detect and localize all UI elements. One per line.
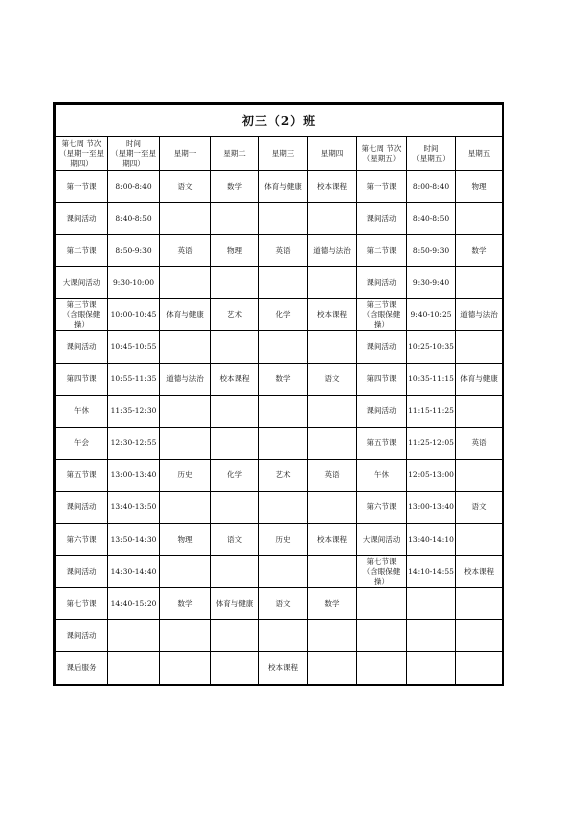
period-cell: 课间活动 (56, 620, 108, 652)
friday-cell (456, 267, 503, 299)
monday-cell (160, 652, 211, 684)
period-cell: 第三节课 （含眼保健 操） (56, 299, 108, 331)
friday-cell (456, 588, 503, 620)
monday-cell: 道德与法治 (160, 363, 211, 395)
time-cell: 11:35-12:30 (108, 395, 160, 427)
table-row (56, 395, 503, 427)
table-row (56, 652, 503, 684)
wednesday-cell (259, 203, 308, 235)
table-row (56, 588, 503, 620)
time-cell: 13:40-13:50 (108, 491, 160, 523)
friday-period-cell: 第四节课 (357, 363, 407, 395)
tuesday-header: 星期二 (211, 137, 259, 171)
wednesday-cell (259, 556, 308, 588)
period-header-fri: 第七周 节次 （星期五） (357, 137, 407, 171)
friday-cell (456, 459, 503, 491)
monday-cell: 语文 (160, 171, 211, 203)
friday-period-cell: 第七节课 （含眼保健 操） (357, 556, 407, 588)
monday-cell: 体育与健康 (160, 299, 211, 331)
wednesday-cell (259, 427, 308, 459)
table-row (56, 267, 503, 299)
friday-time-cell (407, 620, 456, 652)
tuesday-cell: 艺术 (211, 299, 259, 331)
time-cell: 9:30-10:00 (108, 267, 160, 299)
friday-cell (456, 524, 503, 556)
table-row (56, 524, 503, 556)
thursday-header: 星期四 (308, 137, 357, 171)
time-cell (108, 652, 160, 684)
friday-time-cell: 9:40-10:25 (407, 299, 456, 331)
time-cell: 10:00-10:45 (108, 299, 160, 331)
time-cell: 14:30-14:40 (108, 556, 160, 588)
title-row (56, 105, 503, 137)
table-row (56, 491, 503, 523)
thursday-cell (308, 331, 357, 363)
friday-time-cell: 10:35-11:15 (407, 363, 456, 395)
thursday-cell: 校本课程 (308, 171, 357, 203)
thursday-cell (308, 267, 357, 299)
period-cell: 课间活动 (56, 331, 108, 363)
period-cell: 午会 (56, 427, 108, 459)
period-cell: 第四节课 (56, 363, 108, 395)
timetable-sheet (53, 102, 504, 686)
time-cell: 13:50-14:30 (108, 524, 160, 556)
thursday-cell (308, 395, 357, 427)
period-cell: 第二节课 (56, 235, 108, 267)
period-cell: 大课间活动 (56, 267, 108, 299)
friday-time-cell: 13:00-13:40 (407, 491, 456, 523)
time-cell: 14:40-15:20 (108, 588, 160, 620)
time-cell: 8:00-8:40 (108, 171, 160, 203)
friday-period-cell: 课间活动 (357, 267, 407, 299)
tuesday-cell: 数学 (211, 171, 259, 203)
monday-cell (160, 267, 211, 299)
tuesday-cell (211, 427, 259, 459)
tuesday-cell: 化学 (211, 459, 259, 491)
friday-period-cell: 课间活动 (357, 203, 407, 235)
table-row (56, 427, 503, 459)
thursday-cell (308, 427, 357, 459)
wednesday-cell: 校本课程 (259, 652, 308, 684)
period-cell: 课间活动 (56, 491, 108, 523)
friday-period-cell (357, 620, 407, 652)
friday-cell (456, 652, 503, 684)
wednesday-cell: 语文 (259, 588, 308, 620)
monday-cell (160, 556, 211, 588)
friday-cell: 数学 (456, 235, 503, 267)
table-row (56, 331, 503, 363)
tuesday-cell: 物理 (211, 235, 259, 267)
monday-cell (160, 620, 211, 652)
friday-period-cell: 午休 (357, 459, 407, 491)
friday-time-cell: 8:40-8:50 (407, 203, 456, 235)
tuesday-cell (211, 491, 259, 523)
table-row (56, 203, 503, 235)
friday-period-cell: 第六节课 (357, 491, 407, 523)
wednesday-cell: 数学 (259, 363, 308, 395)
table-row (56, 171, 503, 203)
tuesday-cell (211, 395, 259, 427)
wednesday-header: 星期三 (259, 137, 308, 171)
time-header-mon-thu: 时间 （星期一至星 期四） (108, 137, 160, 171)
period-cell: 第五节课 (56, 459, 108, 491)
monday-cell: 物理 (160, 524, 211, 556)
friday-time-cell: 8:50-9:30 (407, 235, 456, 267)
table-row (56, 235, 503, 267)
monday-cell: 数学 (160, 588, 211, 620)
friday-period-cell: 第二节课 (357, 235, 407, 267)
friday-period-cell: 第一节课 (357, 171, 407, 203)
friday-time-cell: 11:15-11:25 (407, 395, 456, 427)
time-header-fri: 时间 （星期五） (407, 137, 456, 171)
friday-cell: 校本课程 (456, 556, 503, 588)
wednesday-cell: 化学 (259, 299, 308, 331)
friday-time-cell: 12:05-13:00 (407, 459, 456, 491)
thursday-cell (308, 652, 357, 684)
thursday-cell: 道德与法治 (308, 235, 357, 267)
wednesday-cell (259, 267, 308, 299)
table-row (56, 459, 503, 491)
friday-period-cell (357, 652, 407, 684)
monday-cell (160, 331, 211, 363)
period-header-mon-thu: 第七周 节次 （星期一至星 期四） (56, 137, 108, 171)
thursday-cell: 英语 (308, 459, 357, 491)
time-cell: 12:30-12:55 (108, 427, 160, 459)
thursday-cell (308, 620, 357, 652)
friday-cell (456, 331, 503, 363)
time-cell: 13:00-13:40 (108, 459, 160, 491)
monday-cell (160, 395, 211, 427)
thursday-cell: 数学 (308, 588, 357, 620)
tuesday-cell (211, 556, 259, 588)
thursday-cell (308, 491, 357, 523)
friday-time-cell (407, 652, 456, 684)
time-cell: 8:40-8:50 (108, 203, 160, 235)
tuesday-cell (211, 267, 259, 299)
wednesday-cell (259, 331, 308, 363)
tuesday-cell (211, 331, 259, 363)
friday-time-cell: 8:00-8:40 (407, 171, 456, 203)
friday-cell (456, 203, 503, 235)
time-cell: 10:55-11:35 (108, 363, 160, 395)
time-cell (108, 620, 160, 652)
table-row (56, 363, 503, 395)
friday-cell: 道德与法治 (456, 299, 503, 331)
wednesday-cell: 历史 (259, 524, 308, 556)
friday-period-cell: 大课间活动 (357, 524, 407, 556)
wednesday-cell: 艺术 (259, 459, 308, 491)
table-row (56, 556, 503, 588)
wednesday-cell (259, 395, 308, 427)
friday-cell: 英语 (456, 427, 503, 459)
period-cell: 课间活动 (56, 203, 108, 235)
friday-time-cell: 9:30-9:40 (407, 267, 456, 299)
monday-cell (160, 491, 211, 523)
friday-time-cell: 10:25-10:35 (407, 331, 456, 363)
friday-time-cell: 11:25-12:05 (407, 427, 456, 459)
period-cell: 午休 (56, 395, 108, 427)
friday-period-cell: 课间活动 (357, 331, 407, 363)
period-cell: 课间活动 (56, 556, 108, 588)
friday-cell: 语文 (456, 491, 503, 523)
thursday-cell: 校本课程 (308, 299, 357, 331)
time-cell: 10:45-10:55 (108, 331, 160, 363)
monday-cell (160, 203, 211, 235)
friday-period-cell: 第五节课 (357, 427, 407, 459)
table-row (56, 620, 503, 652)
tuesday-cell (211, 203, 259, 235)
wednesday-cell (259, 620, 308, 652)
friday-time-cell (407, 588, 456, 620)
friday-period-cell (357, 588, 407, 620)
tuesday-cell: 校本课程 (211, 363, 259, 395)
period-cell: 第六节课 (56, 524, 108, 556)
friday-time-cell: 13:40-14:10 (407, 524, 456, 556)
friday-header: 星期五 (456, 137, 503, 171)
wednesday-cell (259, 491, 308, 523)
wednesday-cell: 英语 (259, 235, 308, 267)
tuesday-cell: 体育与健康 (211, 588, 259, 620)
thursday-cell (308, 556, 357, 588)
thursday-cell: 语文 (308, 363, 357, 395)
friday-time-cell: 14:10-14:55 (407, 556, 456, 588)
monday-cell (160, 427, 211, 459)
tuesday-cell (211, 620, 259, 652)
friday-cell (456, 395, 503, 427)
monday-cell: 英语 (160, 235, 211, 267)
header-row (56, 137, 503, 171)
period-cell: 课后服务 (56, 652, 108, 684)
thursday-cell (308, 203, 357, 235)
thursday-cell: 校本课程 (308, 524, 357, 556)
monday-cell: 历史 (160, 459, 211, 491)
table-row (56, 299, 503, 331)
time-cell: 8:50-9:30 (108, 235, 160, 267)
period-cell: 第七节课 (56, 588, 108, 620)
class-title: 初三（2）班 (56, 105, 503, 137)
tuesday-cell: 语文 (211, 524, 259, 556)
wednesday-cell: 体育与健康 (259, 171, 308, 203)
period-cell: 第一节课 (56, 171, 108, 203)
timetable (55, 104, 503, 685)
tuesday-cell (211, 652, 259, 684)
friday-cell: 体育与健康 (456, 363, 503, 395)
friday-period-cell: 课间活动 (357, 395, 407, 427)
monday-header: 星期一 (160, 137, 211, 171)
friday-cell: 物理 (456, 171, 503, 203)
friday-cell (456, 620, 503, 652)
friday-period-cell: 第三节课 （含眼保健 操） (357, 299, 407, 331)
